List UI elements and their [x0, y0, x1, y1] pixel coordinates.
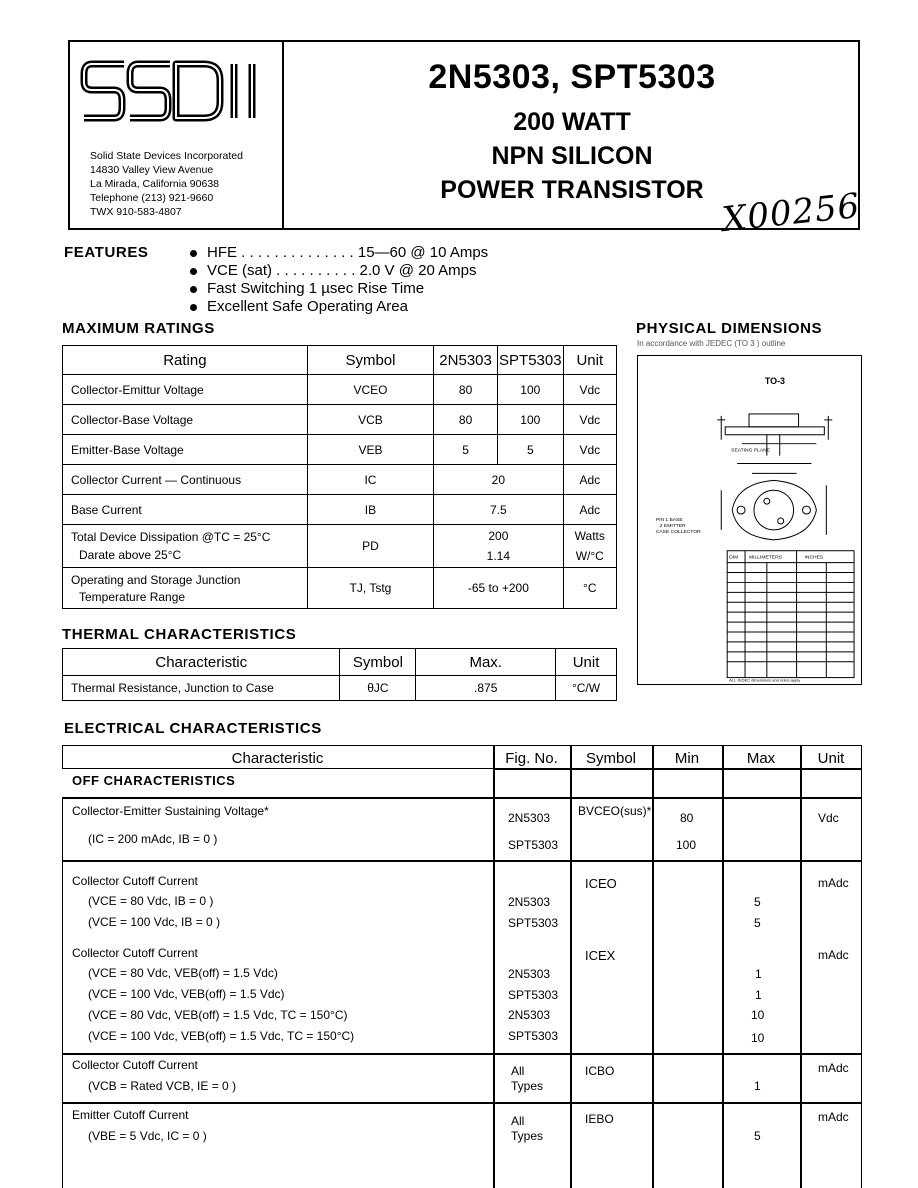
feature-item: Fast Switching 1 µsec Rise Time: [190, 280, 424, 297]
part-numbers: 2N5303, SPT5303: [428, 58, 716, 96]
feature-item: HFE . . . . . . . . . . . . . . 15—60 @ 10 Amps: [190, 244, 488, 261]
off-characteristics-title: OFF CHARACTERISTICS: [72, 773, 236, 788]
col-min: Min: [674, 750, 700, 767]
char-name: Collector-Emitter Sustaining Voltage*: [72, 804, 269, 818]
handwritten-note: X00256: [720, 185, 863, 241]
table-row: Total Device Dissipation @TC = 25°C Darate above 25°C PD 200 1.14 Watts W/°C: [63, 525, 617, 568]
svg-text:SEATING PLANE: SEATING PLANE: [731, 448, 771, 454]
svg-text:ALL JEDEC dimensions and notes: ALL JEDEC dimensions and notes apply: [729, 677, 801, 683]
col-symbol: Symbol: [585, 750, 637, 767]
col-unit: Unit: [563, 346, 616, 375]
svg-text:INCHES: INCHES: [804, 555, 824, 561]
svg-text:DIM: DIM: [729, 555, 739, 561]
table-row: Emitter-Base Voltage VEB 5 5 Vdc: [63, 435, 617, 465]
company-name: Solid State Devices Incorporated: [90, 150, 243, 162]
svg-text:2 EMITTER: 2 EMITTER: [659, 523, 686, 529]
company-street: 14830 Valley View Avenue: [90, 164, 214, 176]
col-characteristic: Characteristic: [231, 750, 324, 767]
svg-text:CASE COLLECTOR: CASE COLLECTOR: [655, 529, 701, 535]
company-city: La Mirada, California 90638: [90, 178, 219, 190]
max-ratings-table: [62, 345, 617, 609]
col-max: Max: [746, 750, 776, 767]
table-row: Thermal Resistance, Junction to Case θJC .875 °C/W: [63, 676, 617, 701]
transistor-type: NPN SILICON: [491, 142, 653, 170]
col-2n5303: 2N5303: [434, 346, 498, 375]
bullet-icon: [190, 250, 197, 257]
company-twx: TWX 910-583-4807: [90, 206, 182, 218]
col-spt5303: SPT5303: [498, 346, 564, 375]
table-row: Collector Current — Continuous IC 20 Adc: [63, 465, 617, 495]
thermal-title: THERMAL CHARACTERISTICS: [62, 626, 297, 643]
table-row: Collector-Emittur Voltage VCEO 80 100 Vdc: [63, 375, 617, 405]
col-fig-no: Fig. No.: [505, 750, 558, 767]
char-cond: (IC = 200 mAdc, IB = 0 ): [88, 832, 218, 846]
physical-title: PHYSICAL DIMENSIONS: [636, 320, 823, 337]
svg-text:MILLIMETERS: MILLIMETERS: [749, 555, 782, 561]
bullet-icon: [190, 286, 197, 293]
max-ratings-title: MAXIMUM RATINGS: [62, 320, 215, 337]
package-drawing: [637, 355, 862, 685]
electrical-title: ELECTRICAL CHARACTERISTICS: [64, 720, 322, 737]
col-rating: Rating: [63, 346, 308, 375]
col-symbol: Symbol: [307, 346, 433, 375]
table-row: Collector-Base Voltage VCB 80 100 Vdc: [63, 405, 617, 435]
feature-item: VCE (sat) . . . . . . . . . . 2.0 V @ 20 Amps: [190, 262, 476, 279]
company-phone: Telephone (213) 921-9660: [90, 192, 214, 204]
char-symbol: BVCEO(sus)*: [578, 804, 652, 818]
package-label: TO-3: [764, 376, 786, 387]
power-rating: 200 WATT: [513, 108, 631, 136]
bullet-icon: [190, 268, 197, 275]
bullet-icon: [190, 304, 197, 311]
svg-text:PIN 1 BASE: PIN 1 BASE: [655, 517, 683, 523]
ssdi-logo: [80, 56, 270, 126]
features-title: FEATURES: [64, 244, 149, 261]
thermal-table: Characteristic Symbol Max. Unit Thermal Resistance, Junction to Case θJC .875 °C/W: [62, 648, 617, 701]
feature-item: Excellent Safe Operating Area: [190, 298, 408, 315]
table-row: Operating and Storage Junction Temperature Range TJ, Tstg -65 to +200 °C: [63, 568, 617, 609]
physical-subtitle: In accordance with JEDEC (TO 3 ) outline: [637, 339, 786, 348]
device-name: POWER TRANSISTOR: [440, 176, 704, 204]
col-unit: Unit: [817, 750, 845, 767]
table-row: Base Current IB 7.5 Adc: [63, 495, 617, 525]
